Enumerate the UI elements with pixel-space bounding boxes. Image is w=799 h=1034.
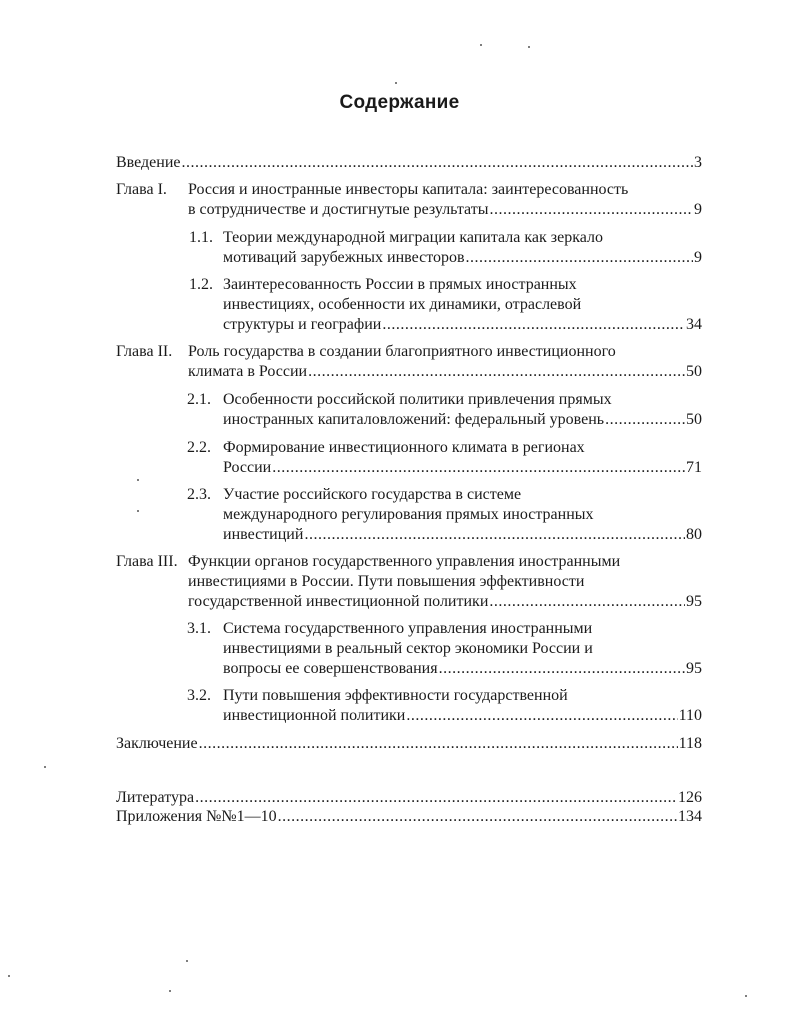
dot-leader bbox=[605, 410, 685, 430]
toc-page-number: 50 bbox=[686, 363, 702, 380]
section-title-line: иностранных капиталовложений: федеральный уровень bbox=[223, 411, 605, 428]
chapter-number: Глава III. bbox=[116, 553, 178, 570]
toc-entry-appendices bbox=[116, 807, 702, 827]
section-title-line: России bbox=[223, 459, 272, 476]
toc-page-number: 110 bbox=[678, 707, 702, 724]
toc-entry-section-2-3 bbox=[223, 525, 702, 545]
dot-leader bbox=[439, 659, 685, 679]
toc-entry-section-1-2 bbox=[223, 315, 702, 335]
toc-page-number: 95 bbox=[686, 593, 702, 610]
scan-speck bbox=[395, 82, 397, 84]
section-title-line: мотиваций зарубежных инвесторов bbox=[223, 249, 465, 266]
toc-page-number: 95 bbox=[686, 660, 702, 677]
dot-leader bbox=[182, 153, 694, 173]
toc-page-number: 126 bbox=[678, 789, 702, 806]
toc-page-number: 71 bbox=[686, 459, 702, 476]
scan-speck bbox=[528, 46, 530, 48]
scan-speck bbox=[8, 975, 10, 977]
page-title: Содержание bbox=[339, 92, 460, 113]
toc-page-number: 118 bbox=[678, 735, 702, 752]
scan-speck bbox=[137, 479, 139, 481]
section-number: 2.2. bbox=[187, 439, 211, 456]
section-number: 2.1. bbox=[187, 391, 211, 408]
toc-entry-label: Введение bbox=[116, 154, 181, 171]
dot-leader bbox=[466, 248, 693, 268]
toc-entry-section-3-2 bbox=[223, 706, 702, 726]
toc-entry-chapter-3 bbox=[188, 592, 702, 612]
toc-entry-section-2-1 bbox=[223, 410, 702, 430]
toc-entry-introduction bbox=[116, 153, 702, 173]
section-title-line: Система государственного управления иностранными bbox=[223, 620, 593, 637]
section-title-line: Заинтересованность России в прямых иностранных bbox=[223, 276, 577, 293]
toc-page-number: 9 bbox=[694, 201, 702, 218]
chapter-title-line: Россия и иностранные инвесторы капитала: заинтересованность bbox=[188, 181, 629, 198]
dot-leader bbox=[278, 807, 677, 827]
dot-leader bbox=[304, 525, 685, 545]
section-title-line: Теории международной миграции капитала как зеркало bbox=[223, 229, 603, 246]
dot-leader bbox=[489, 200, 693, 220]
toc-entry-section-3-1 bbox=[223, 659, 702, 679]
scan-speck bbox=[480, 44, 482, 46]
section-title-line: структуры и географии bbox=[223, 316, 382, 333]
toc-page-number: 34 bbox=[686, 316, 702, 333]
section-title-line: международного регулирования прямых иностранных bbox=[223, 506, 594, 523]
scan-speck bbox=[44, 766, 46, 768]
section-title-line: Формирование инвестиционного климата в регионах bbox=[223, 439, 585, 456]
dot-leader bbox=[308, 362, 685, 382]
toc-entry-label: Литература bbox=[116, 789, 195, 806]
section-title-line: Участие российского государства в системе bbox=[223, 486, 522, 503]
section-number: 3.2. bbox=[187, 687, 211, 704]
section-title-line: вопросы ее совершенствования bbox=[223, 660, 438, 677]
toc-page-number: 3 bbox=[694, 154, 702, 171]
chapter-title-line: Функции органов государственного управления иностранными bbox=[188, 553, 621, 570]
section-title-line: инвестиционной политики bbox=[223, 707, 406, 724]
section-title-line: инвестиций bbox=[223, 526, 304, 543]
toc-entry-literature bbox=[116, 788, 702, 808]
section-title-line: Особенности российской политики привлечения прямых bbox=[223, 391, 612, 408]
chapter-title-line: Роль государства в создании благоприятного инвестиционного bbox=[188, 343, 616, 360]
section-number: 2.3. bbox=[187, 486, 211, 503]
toc-entry-chapter-2 bbox=[188, 362, 702, 382]
toc-page-number: 134 bbox=[678, 808, 702, 825]
toc-entry-section-2-2 bbox=[223, 458, 702, 478]
toc-page-number: 9 bbox=[694, 249, 702, 266]
dot-leader bbox=[406, 706, 677, 726]
chapter-title-line: государственной инвестиционной политики bbox=[188, 593, 489, 610]
scan-speck bbox=[745, 995, 747, 997]
dot-leader bbox=[272, 458, 685, 478]
toc-entry-section-1-1 bbox=[223, 248, 702, 268]
dot-leader bbox=[199, 734, 678, 754]
section-title-line: инвестициями в реальный сектор экономики России и bbox=[223, 640, 593, 657]
dot-leader bbox=[489, 592, 685, 612]
section-title-line: Пути повышения эффективности государственной bbox=[223, 687, 568, 704]
dot-leader bbox=[382, 315, 685, 335]
toc-page-number: 50 bbox=[686, 411, 702, 428]
toc-entry-label: Приложения №№1—10 bbox=[116, 808, 277, 825]
scan-speck bbox=[137, 510, 139, 512]
chapter-number: Глава II. bbox=[116, 343, 173, 360]
section-title-line: инвестициях, особенности их динамики, отраслевой bbox=[223, 296, 582, 313]
toc-page-number: 80 bbox=[686, 526, 702, 543]
section-number: 3.1. bbox=[187, 620, 211, 637]
chapter-number: Глава I. bbox=[116, 181, 167, 198]
scan-speck bbox=[169, 990, 171, 992]
scan-speck bbox=[186, 960, 188, 962]
dot-leader bbox=[195, 788, 677, 808]
chapter-title-line: инвестициями в России. Пути повышения эффективности bbox=[188, 573, 585, 590]
section-number: 1.1. bbox=[189, 229, 213, 246]
toc-entry-chapter-1 bbox=[188, 200, 702, 220]
chapter-title-line: климата в России bbox=[188, 363, 308, 380]
toc-entry-conclusion bbox=[116, 734, 702, 754]
chapter-title-line: в сотрудничестве и достигнутые результаты bbox=[188, 201, 489, 218]
toc-entry-label: Заключение bbox=[116, 735, 198, 752]
section-number: 1.2. bbox=[189, 276, 213, 293]
